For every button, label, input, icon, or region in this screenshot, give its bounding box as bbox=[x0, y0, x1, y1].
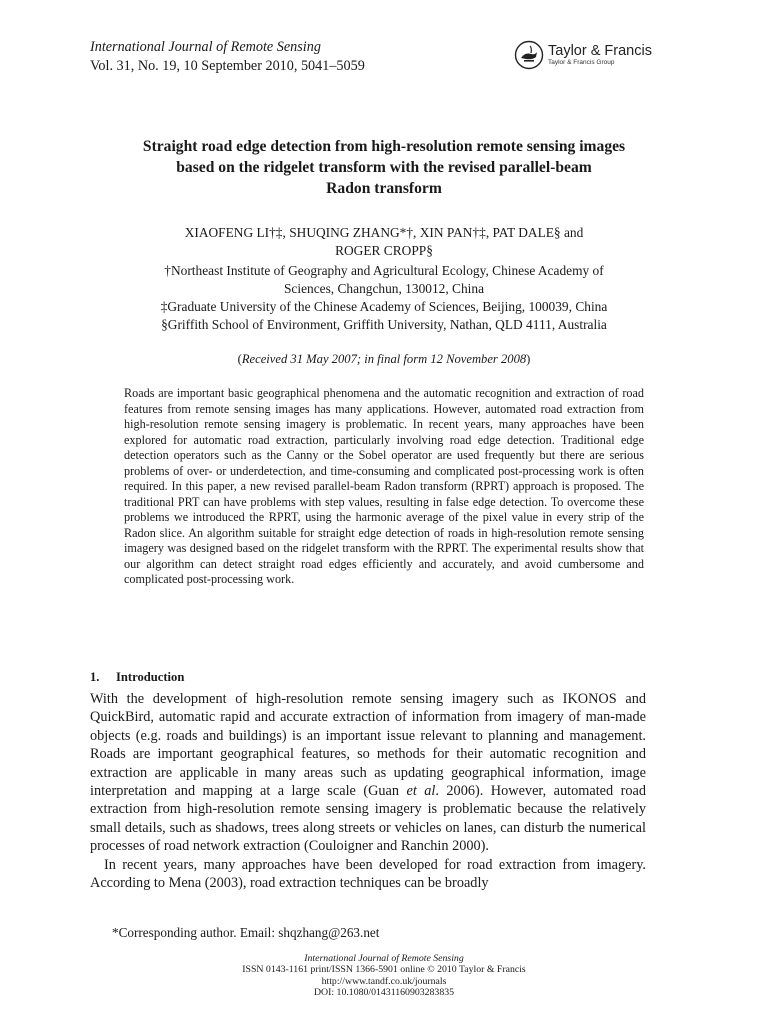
affiliation-line: †Northeast Institute of Geography and Agricultural Ecology, Chinese Academy of bbox=[164, 263, 604, 278]
section-title: Introduction bbox=[116, 670, 185, 684]
taylor-francis-lamp-icon bbox=[514, 40, 544, 70]
title-line: Straight road edge detection from high-resolution remote sensing images bbox=[142, 138, 626, 155]
journal-name: International Journal of Remote Sensing bbox=[90, 39, 321, 55]
author-list bbox=[90, 224, 678, 260]
et-al-italic: et al bbox=[406, 783, 436, 800]
affiliation-line: ‡Graduate University of the Chinese Academy of Sciences, Beijing, 100039, China bbox=[160, 299, 608, 314]
introduction-body bbox=[90, 690, 646, 892]
authors-line: ROGER CROPP§ bbox=[335, 243, 433, 258]
received-text: Received 31 May 2007; in final form 12 November 2008 bbox=[241, 352, 527, 366]
paragraph-text: . 2006). However, automated road extraction from high-resolution remote sensing imagery is problematic because the relatively small details, such as shadows, trees along streets or vehicles on lanes, can disturb the numerical processes of road network extraction (Couloigner and Ranchin 2000). bbox=[90, 783, 647, 855]
paragraph: In recent years, many approaches have been developed for road extraction from imagery. According to Mena (2003), road extraction techniques can be broadly bbox=[90, 856, 646, 892]
volume-line: Vol. 31, No. 19, 10 September 2010, 5041–5059 bbox=[90, 58, 365, 74]
footer-url: http://www.tandf.co.uk/journals bbox=[321, 975, 447, 987]
abstract-text: Roads are important basic geographical phenomena and the automatic recognition and extraction of road features from remote sensing images has many applications. However, automated road extraction from high-resolution remote sensing imagery is problematic. In recent years, many approaches have been explored for automatic road extraction, particularly involving road edge detection. Traditional edge detection operators such as the Canny or the Sobel operator are used frequently but there are serious problems of over- or underdetection, and time-consuming and complicated post-processing work is often required. In this paper, a new revised parallel-beam Radon transform (RPRT) approach is proposed. The traditional PRT can have problems with step values, resulting in false edge detection. To overcome these problems we introduced the RPRT, using the harmonic average of the pixel value in every strip of the Radon slice. An algorithm suitable for straight edge detection of roads in high-resolution remote sensing imagery was designed based on the ridgelet transform with the RPRT. The experimental results show that our algorithm can detect straight road edges efficiently and accurately, and avoid cumbersome and complicated post-processing work. bbox=[124, 386, 644, 586]
publisher-name: Taylor & Francis bbox=[548, 42, 652, 59]
paragraph-text: With the development of high-resolution remote sensing imagery such as IKONOS and QuickBird, automatic rapid and accurate extraction of information from imagery of man-made objects (e.g. roads and buildings) is an important issue relevant to planning and management. Roads are important geographical features, so methods for their automatic recognition and extraction are applicable in many areas such as updating geographical information, image interpretation and mapping at a large scale (Guan bbox=[90, 691, 646, 800]
abstract bbox=[124, 386, 644, 588]
title-line: Radon transform bbox=[326, 180, 442, 197]
section-heading bbox=[90, 670, 184, 685]
corresponding-author-footnote: *Corresponding author. Email: shqzhang@263.net bbox=[112, 925, 380, 940]
received-close-paren: ) bbox=[526, 352, 531, 366]
publisher-group: Taylor & Francis Group bbox=[548, 59, 615, 66]
section-number: 1. bbox=[90, 670, 100, 684]
received-dates bbox=[90, 352, 678, 367]
footer-journal: International Journal of Remote Sensing bbox=[304, 953, 464, 964]
title-line: based on the ridgelet transform with the revised parallel-beam bbox=[176, 159, 592, 176]
footer-doi: DOI: 10.1080/01431160903283835 bbox=[313, 986, 455, 998]
paragraph bbox=[90, 690, 646, 856]
authors-line: XIAOFENG LI†‡, SHUQING ZHANG*†, XIN PAN†‡, PAT DALE§ and bbox=[184, 225, 584, 240]
affiliation-line: Sciences, Changchun, 130012, China bbox=[283, 281, 485, 296]
page-footer bbox=[90, 953, 678, 998]
article-title bbox=[86, 136, 682, 199]
publisher-logo bbox=[514, 40, 652, 70]
affiliation-line: §Griffith School of Environment, Griffith University, Nathan, QLD 4111, Australia bbox=[161, 317, 607, 332]
affiliations bbox=[90, 262, 678, 334]
received-open-paren: ( bbox=[237, 352, 242, 366]
journal-header bbox=[90, 38, 365, 76]
footer-issn: ISSN 0143-1161 print/ISSN 1366-5901 online © 2010 Taylor & Francis bbox=[242, 964, 526, 976]
